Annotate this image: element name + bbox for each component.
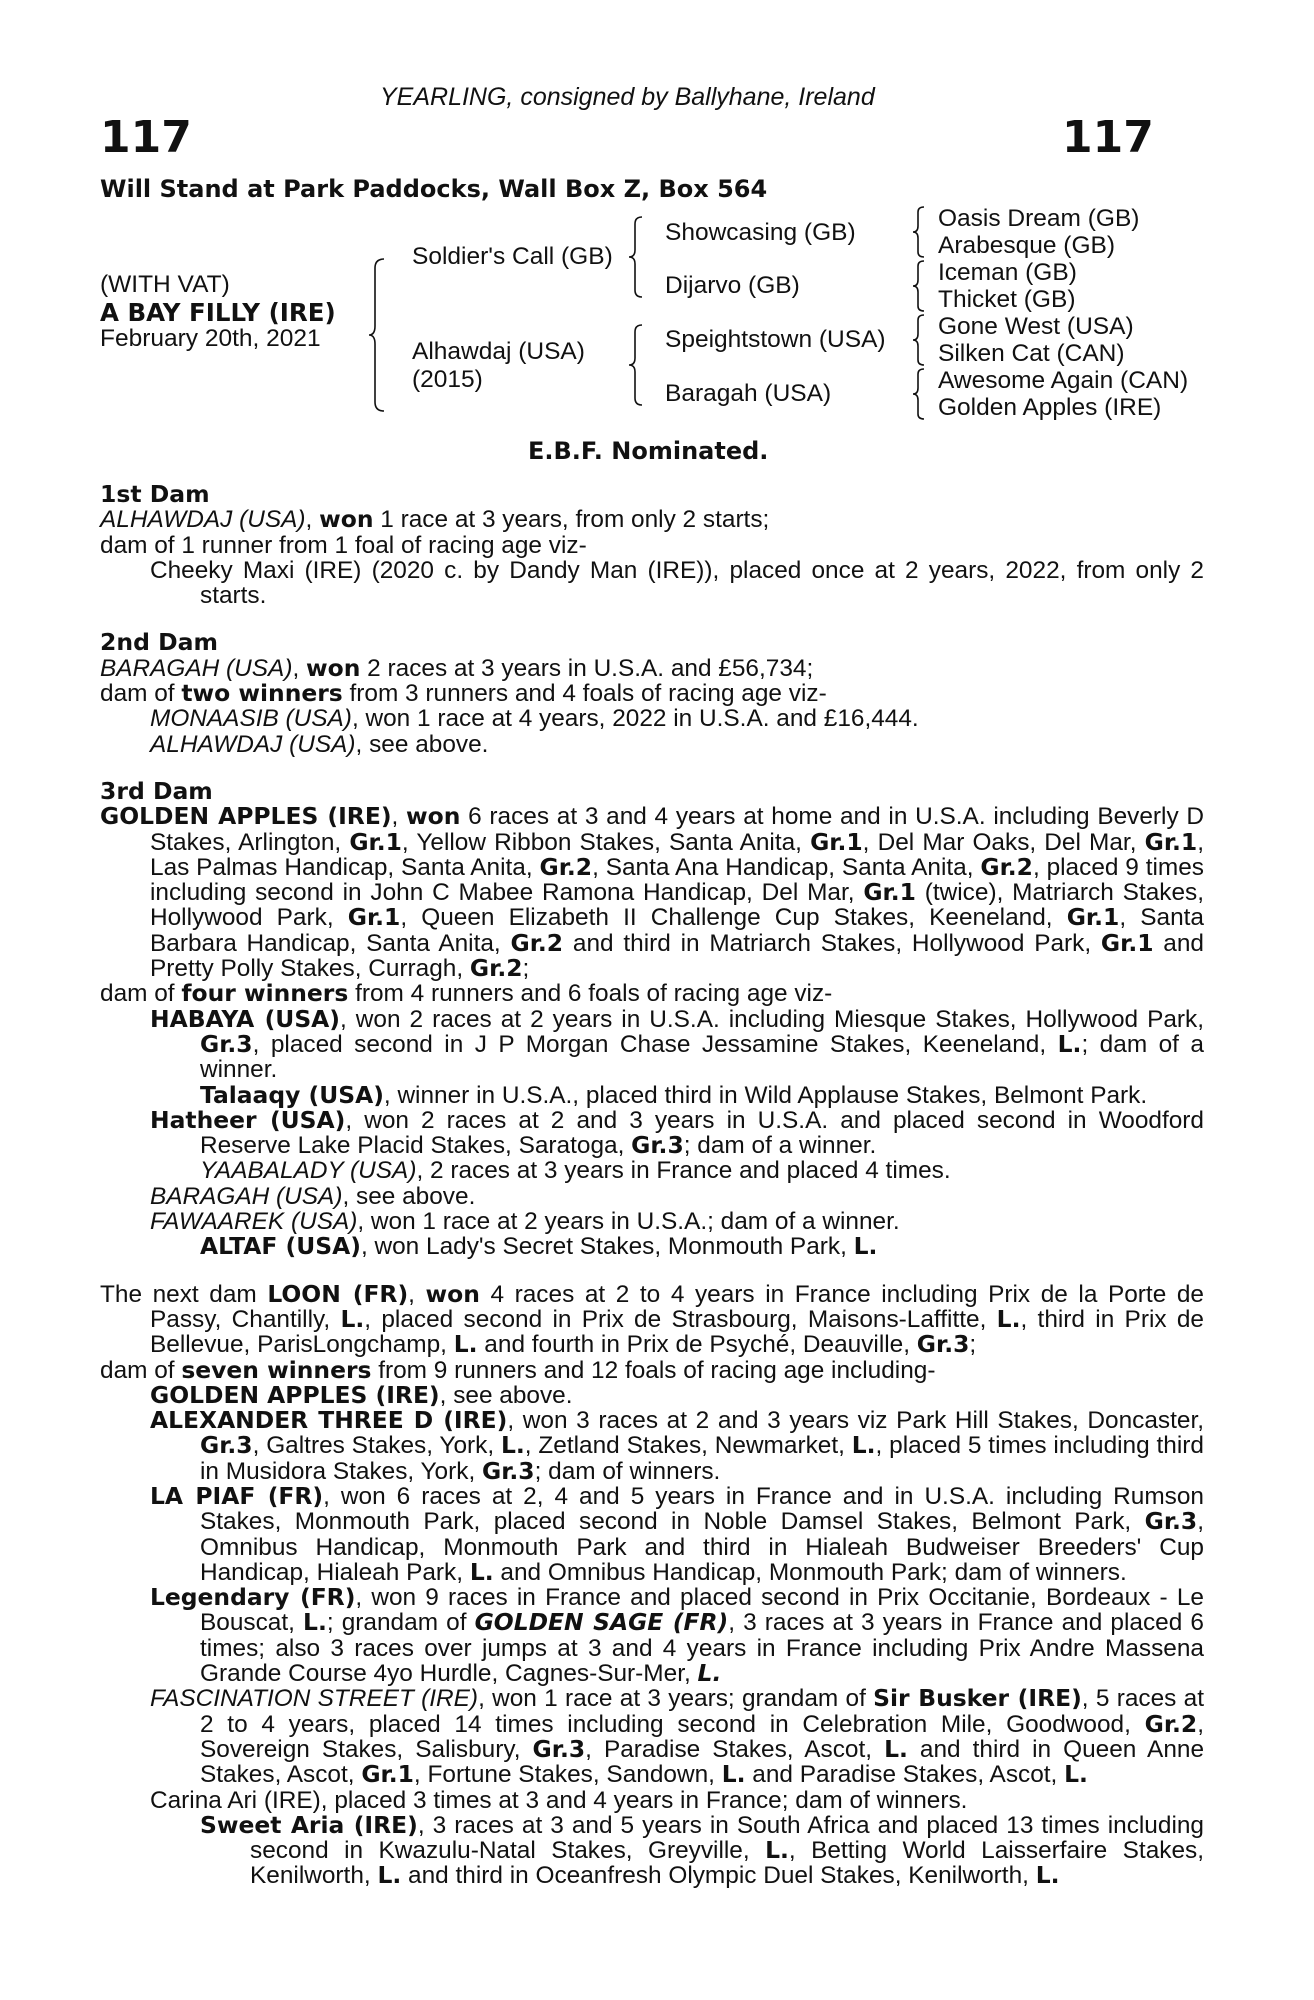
- ggp-8: Golden Apples (IRE): [938, 394, 1162, 421]
- vat-note: (WITH VAT): [100, 271, 230, 298]
- lot-number-left: 117: [100, 112, 192, 163]
- first-dam-text: ALHAWDAJ (USA), won 1 race at 3 years, from only 2 starts;: [100, 505, 770, 534]
- next-dam-produce-3: LA PIAF (FR), won 6 races at 2, 4 and 5 years in France and in U.S.A. including Rumson Stakes, Monmouth Park, placed second in Noble Damsel Stakes, Belmont Park, Gr.3, Omnibus Handicap, Monmouth Park and third in Hialeah Budweiser Breeders' Cup Handicap, Hialeah Park, L. and Omnibus Handicap, Monmouth Park; dam of winners.: [150, 1481, 1204, 1586]
- third-dam-grandproduce-2: YAABALADY (USA), 2 races at 3 years in France and placed 4 times.: [200, 1157, 951, 1185]
- bracket-dd: [912, 368, 930, 422]
- next-dam-produce-intro: dam of seven winners from 9 runners and 12 foals of racing age including-: [100, 1355, 936, 1384]
- next-dam-grandproduce-1: Sweet Aria (IRE), 3 races at 3 and 5 years in South Africa and placed 13 times including second in Kwazulu-Natal Stakes, Greyville, L., Betting World Laisserfaire Stakes, Kenilworth, L. and third in Oceanfresh Olympic Duel Stakes, Kenilworth, L.: [200, 1810, 1204, 1890]
- third-dam-produce-intro: dam of four winners from 4 runners and 6 foals of racing age viz-: [100, 979, 833, 1008]
- sire-dam: Dijarvo (GB): [665, 272, 800, 299]
- foaling-date: February 20th, 2021: [100, 325, 321, 352]
- third-dam-heading: 3rd Dam: [100, 776, 213, 805]
- lot-number-right: 117: [1062, 112, 1154, 163]
- second-dam-produce-1: MONAASIB (USA), won 1 race at 4 years, 2022 in U.S.A. and £16,444.: [150, 705, 919, 733]
- first-dam-heading: 1st Dam: [100, 480, 210, 508]
- sire: Soldier's Call (GB): [412, 243, 613, 270]
- third-dam-grandproduce-3: ALTAF (USA), won Lady's Secret Stakes, Monmouth Park, L.: [200, 1232, 878, 1261]
- lot-subtitle: YEARLING, consigned by Ballyhane, Ireland: [380, 83, 875, 111]
- next-dam-produce-1: GOLDEN APPLES (IRE), see above.: [150, 1380, 573, 1409]
- third-dam-text: GOLDEN APPLES (IRE), won 6 races at 3 and 4 years at home and in U.S.A. including Beverly D Stakes, Arlington, Gr.1, Yellow Ribbon Stakes, Santa Anita, Gr.1, Del Mar Oaks, Del Mar, Gr.1, Las Palmas Handicap, Santa Anita, Gr.2, Santa Ana Handicap, Santa Anita, Gr.2, placed 9 times including second in John C Mabee Ramona Handicap, Del Mar, Gr.1 (twice), Matriarch Stakes, Hollywood Park, Gr.1, Queen Elizabeth II Challenge Cup Stakes, Keeneland, Gr.1, Santa Barbara Handicap, Santa Anita, Gr.2 and third in Matriarch Stakes, Hollywood Park, Gr.1 and Pretty Polly Stakes, Curragh, Gr.2;: [100, 802, 1204, 983]
- first-dam-produce-intro: dam of 1 runner from 1 foal of racing age viz-: [100, 531, 587, 559]
- bracket-ss: [912, 206, 930, 260]
- third-dam-produce-2: Hatheer (USA), won 2 races at 2 and 3 years in U.S.A. and placed second in Woodford Reserve Lake Placid Stakes, Saratoga, Gr.3; dam of a winner.: [150, 1105, 1204, 1160]
- ebf-nomination: E.B.F. Nominated.: [528, 437, 769, 465]
- ggp-5: Gone West (USA): [938, 313, 1134, 340]
- next-dam-produce-5: FASCINATION STREET (IRE), won 1 race at 3 years; grandam of Sir Busker (IRE), 5 races at 2 to 4 years, placed 14 times including second in Celebration Mile, Goodwood, Gr.2, Sovereign Stakes, Salisbury, Gr.3, Paradise Stakes, Ascot, L. and third in Queen Anne Stakes, Ascot, Gr.1, Fortune Stakes, Sandown, L. and Paradise Stakes, Ascot, L.: [150, 1684, 1205, 1789]
- ggp-2: Arabesque (GB): [938, 232, 1116, 259]
- third-dam-produce-1: HABAYA (USA), won 2 races at 2 years in U.S.A. including Miesque Stakes, Hollywood Park, Gr.3, placed second in J P Morgan Chase Jessamine Stakes, Keeneland, L.; dam of a winner.: [150, 1004, 1205, 1084]
- second-dam-produce-intro: dam of two winners from 3 runners and 4 foals of racing age viz-: [100, 679, 827, 708]
- bracket-ds: [912, 314, 930, 368]
- dam-dam: Baragah (USA): [665, 380, 832, 407]
- sire-sire: Showcasing (GB): [665, 219, 856, 246]
- dam-sire: Speightstown (USA): [665, 326, 886, 353]
- first-dam-produce-1: Cheeky Maxi (IRE) (2020 c. by Dandy Man (IRE)), placed once at 2 years, 2022, from only 2 starts.: [150, 556, 1204, 610]
- third-dam-produce-3: BARAGAH (USA), see above.: [150, 1182, 476, 1210]
- next-dam-produce-2: ALEXANDER THREE D (IRE), won 3 races at 2 and 3 years viz Park Hill Stakes, Doncaster, Gr.3, Galtres Stakes, York, L., Zetland Stakes, Newmarket, L., placed 5 times including third in Musidora Stakes, York, Gr.3; dam of winners.: [150, 1406, 1204, 1485]
- catalogue-body: [100, 482, 1204, 1889]
- third-dam-grandproduce-1: Talaaqy (USA), winner in U.S.A., placed third in Wild Applause Stakes, Belmont Park.: [200, 1080, 1148, 1109]
- second-dam-heading: 2nd Dam: [100, 628, 218, 657]
- third-dam-produce-4: FAWAAREK (USA), won 1 race at 2 years in U.S.A.; dam of a winner.: [150, 1208, 900, 1236]
- next-dam-produce-4: Legendary (FR), won 9 races in France and placed second in Prix Occitanie, Bordeaux - Le Bouscat, L.; grandam of GOLDEN SAGE (FR), 3 races at 3 years in France and placed 6 times; also 3 races over jumps at 3 and 4 years in France including Prix Andre Massena Grande Course 4yo Hurdle, Cagnes-Sur-Mer, L.: [150, 1583, 1204, 1688]
- dam-foaling-year: (2015): [412, 366, 483, 393]
- bracket-dam: [628, 324, 648, 408]
- ggp-7: Awesome Again (CAN): [938, 367, 1189, 394]
- bracket-sire: [628, 216, 648, 300]
- next-dam-text: The next dam LOON (FR), won 4 races at 2 to 4 years in France including Prix de la Porte de Passy, Chantilly, L., placed second in Prix de Strasbourg, Maisons-Laffitte, L., third in Prix de Bellevue, ParisLongchamp, L. and fourth in Prix de Psyché, Deauville, Gr.3;: [100, 1279, 1204, 1359]
- ggp-1: Oasis Dream (GB): [938, 205, 1140, 232]
- next-dam-produce-6: Carina Ari (IRE), placed 3 times at 3 and 4 years in France; dam of winners.: [150, 1786, 968, 1814]
- ggp-3: Iceman (GB): [938, 259, 1077, 286]
- dam: Alhawdaj (USA): [412, 338, 585, 365]
- stabling-location: Will Stand at Park Paddocks, Wall Box Z, Box 564: [100, 175, 768, 203]
- bracket-gen1: [370, 258, 390, 412]
- ggp-4: Thicket (GB): [938, 286, 1076, 313]
- second-dam-produce-2: ALHAWDAJ (USA), see above.: [150, 730, 489, 758]
- bracket-sd: [912, 260, 930, 314]
- second-dam-text: BARAGAH (USA), won 2 races at 3 years in U.S.A. and £56,734;: [100, 653, 814, 682]
- ggp-6: Silken Cat (CAN): [938, 340, 1125, 367]
- horse-name: A BAY FILLY (IRE): [100, 298, 336, 327]
